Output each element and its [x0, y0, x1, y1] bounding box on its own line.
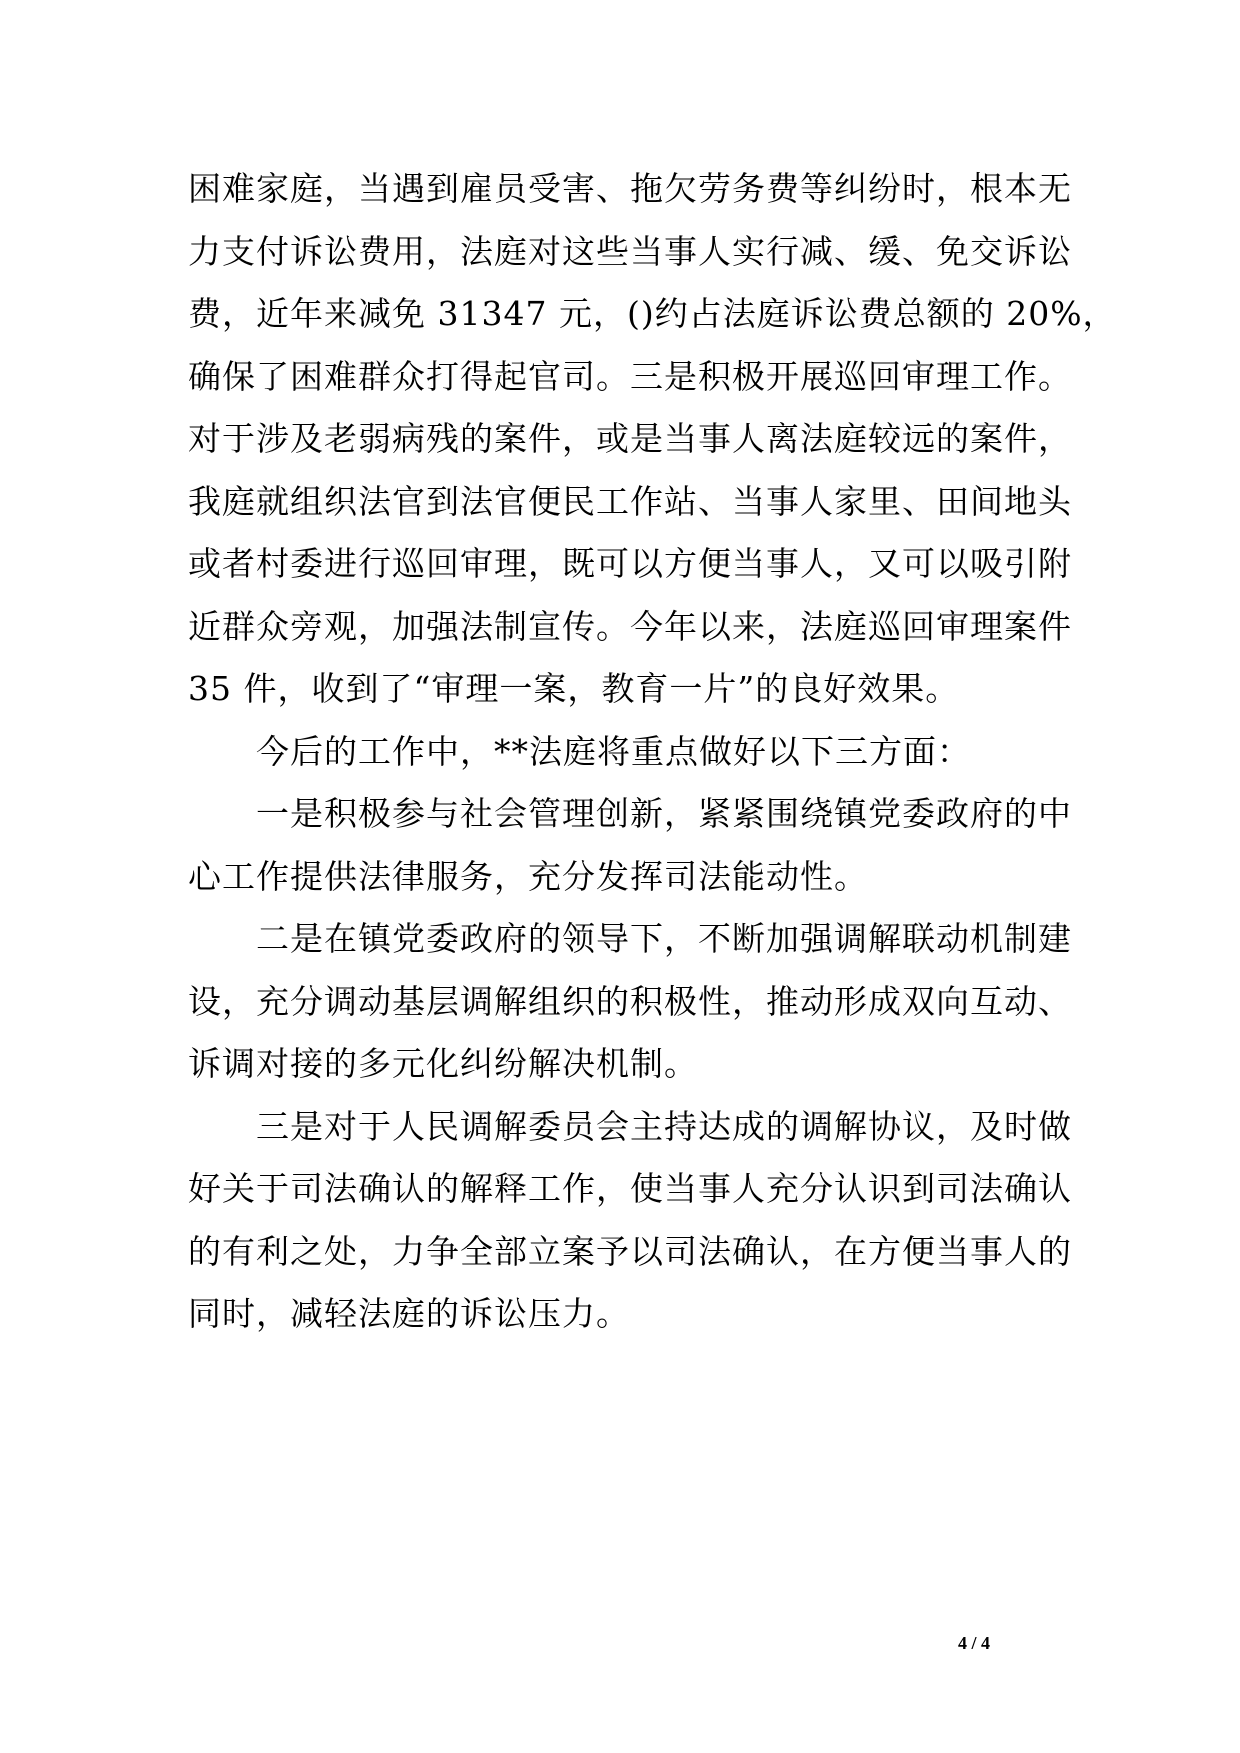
text-line: 力支付诉讼费用，法庭对这些当事人实行减、缓、免交诉讼 — [188, 231, 1072, 271]
text-line: 同时，减轻法庭的诉讼压力。 — [188, 1294, 630, 1333]
paragraph-start-line: 三是对于人民调解委员会主持达成的调解协议，及时做 — [256, 1106, 1072, 1146]
text-line: 或者村委进行巡回审理，既可以方便当事人，又可以吸引附 — [188, 544, 1072, 583]
text-line: 设，充分调动基层调解组织的积极性，推动形成双向互动、 — [188, 981, 1072, 1021]
text-line: 对于涉及老弱病残的案件，或是当事人离法庭较远的案件， — [188, 419, 1072, 458]
text-line: 确保了困难群众打得起官司。三是积极开展巡回审理工作。 — [188, 356, 1072, 396]
paragraph-start-line: 一是积极参与社会管理创新，紧紧围绕镇党委政府的中 — [256, 794, 1072, 833]
text-line: 好关于司法确认的解释工作，使当事人充分认识到司法确认 — [188, 1169, 1072, 1208]
text-line: 费，近年来减免 31347 元，()约占法庭诉讼费总额的 20%， — [188, 294, 1117, 333]
document-body — [188, 158, 1117, 1346]
text-line: 心工作提供法律服务，充分发挥司法能动性。 — [188, 856, 868, 896]
text-line: 我庭就组织法官到法官便民工作站、当事人家里、田间地头 — [188, 481, 1072, 521]
text-line: 的有利之处，力争全部立案予以司法确认，在方便当事人的 — [188, 1231, 1072, 1271]
page-number: 4 / 4 — [958, 1633, 991, 1653]
text-line: 近群众旁观，加强法制宣传。今年以来，法庭巡回审理案件 — [188, 606, 1072, 646]
paragraph-start-line: 今后的工作中，**法庭将重点做好以下三方面： — [256, 731, 971, 771]
text-line: 35 件，收到了“审理一案，教育一片”的良好效果。 — [188, 669, 960, 708]
text-line: 诉调对接的多元化纠纷解决机制。 — [188, 1044, 698, 1083]
paragraph-start-line: 二是在镇党委政府的领导下，不断加强调解联动机制建 — [256, 919, 1072, 958]
text-line: 困难家庭，当遇到雇员受害、拖欠劳务费等纠纷时，根本无 — [188, 169, 1072, 208]
